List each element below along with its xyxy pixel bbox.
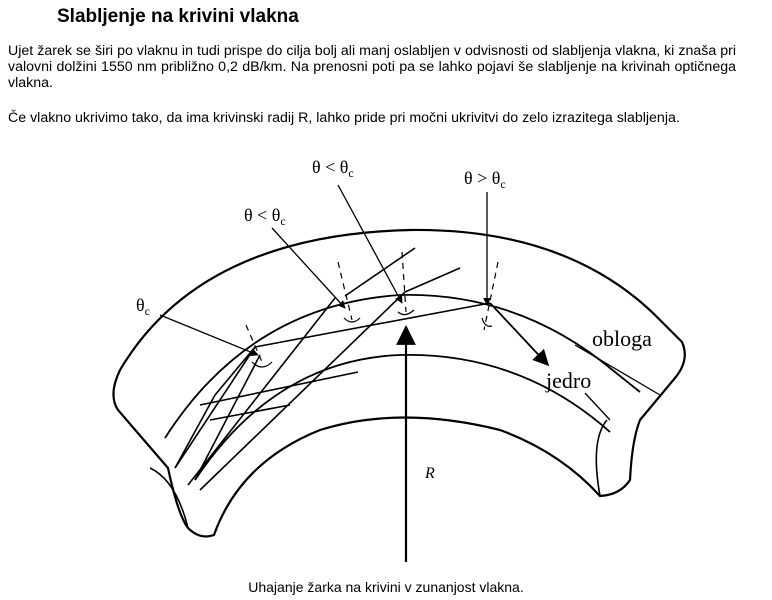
label-cladding: obloga [592, 326, 652, 351]
label-theta-lt-thetac-2: $\theta < \theta_c$ [312, 157, 354, 180]
label-radius: R [425, 465, 435, 482]
fiber-bend-figure [0, 150, 772, 575]
label-theta-lt-thetac-1: $\theta < \theta_c$ [244, 205, 286, 228]
figure-caption: Uhajanje žarka na krivini v zunanjost vlakna. [248, 579, 524, 595]
core-pointer [585, 393, 610, 420]
escaping-ray [490, 303, 548, 365]
fiber-end-right [596, 420, 607, 496]
label-theta-gt-thetac: $\theta > \theta_c$ [464, 168, 506, 191]
fiber-bend-diagram [0, 150, 772, 575]
paragraph-bending: Če vlakno ukrivimo tako, da ima krivinski radij R, lahko pride pri močni ukrivitvi do zelo izrazitega slabljenja. [8, 110, 680, 126]
paragraph-attenuation: Ujet žarek se širi po vlaknu in tudi prispe do cilja bolj ali manj oslabljen v odvisnosti od slabljenja vlakna, ki znaša pri valovni dolžini 1550 nm približno 0,2 dB/km. Na prenosni poti pa se lahko pojavi še slabljenje na krivinah optičnega vlakna. [8, 43, 736, 91]
page-heading: Slabljenje na krivini vlakna [57, 6, 299, 27]
label-theta-c: $\theta_c$ [136, 295, 150, 318]
label-pointers [160, 185, 487, 355]
label-core: jedro [546, 368, 592, 393]
